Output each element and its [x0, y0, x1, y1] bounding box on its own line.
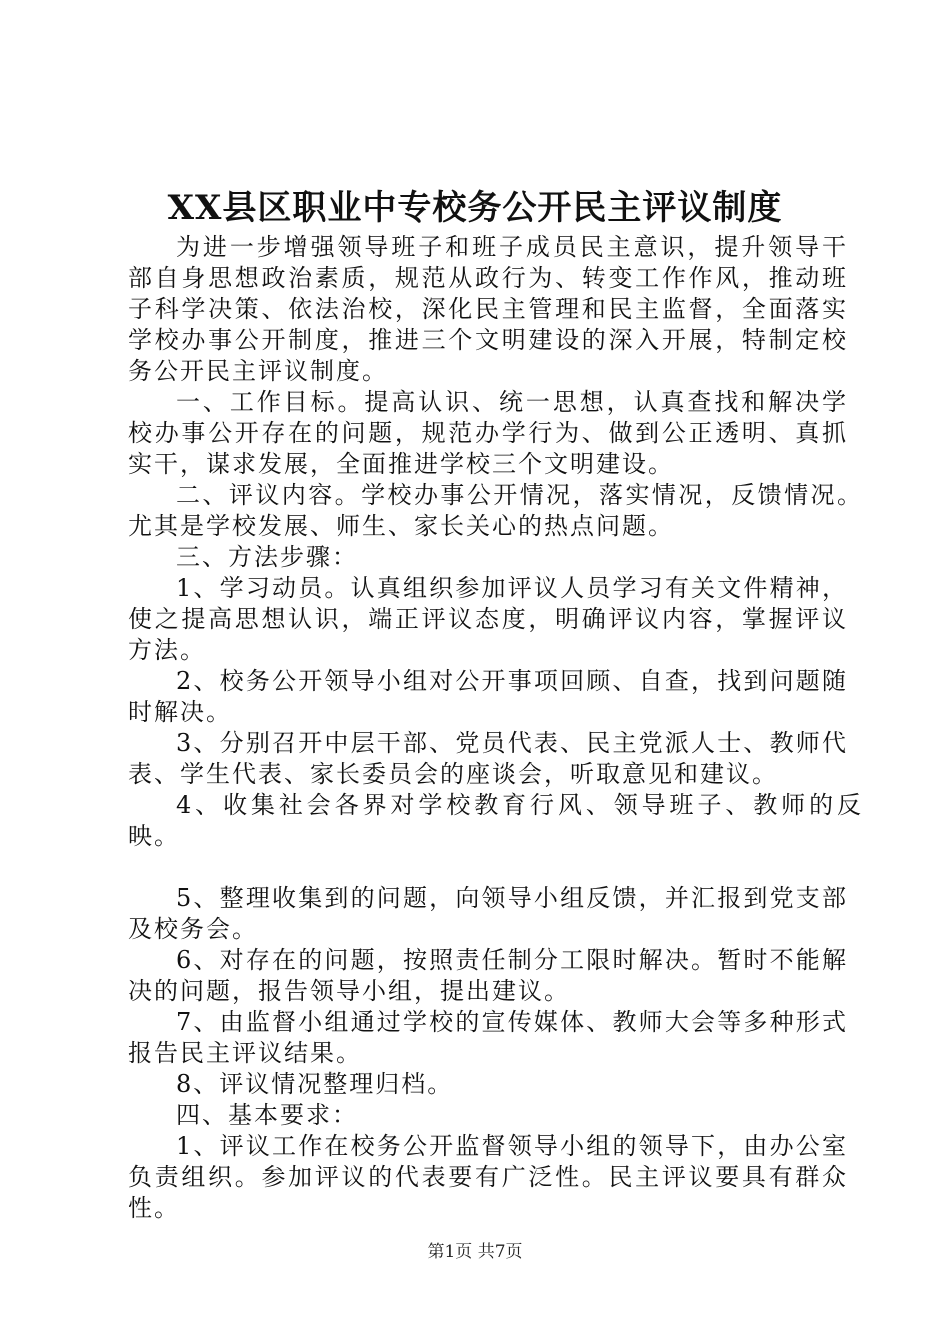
paragraph-step-1: 1、学习动员。认真组织参加评议人员学习有关文件精神，使之提高思想认识，端正评议态度，明确评议内容，掌握评议方法。 — [128, 574, 848, 664]
paragraph-step-6: 6、对存在的问题，按照责任制分工限时解决。暂时不能解决的问题，报告领导小组，提出建议。 — [128, 946, 848, 1005]
paragraph-review-content: 二、评议内容。学校办事公开情况，落实情况，反馈情况。尤其是学校发展、师生、家长关心的热点问题。 — [128, 481, 863, 540]
paragraph-step-8: 8、评议情况整理归档。 — [176, 1070, 454, 1098]
paragraph-intro: 为进一步增强领导班子和班子成员民主意识，提升领导干部自身思想政治素质，规范从政行为、转变工作作风，推动班子科学决策、依法治校，深化民主管理和民主监督，全面落实学校办事公开制度，推进三个文明建设的深入开展，特制定校务公开民主评议制度。 — [128, 233, 848, 385]
paragraph-step-2: 2、校务公开领导小组对公开事项回顾、自查，找到问题随时解决。 — [128, 667, 848, 726]
blank-line — [128, 852, 848, 883]
paragraph-work-goal: 一、工作目标。提高认识、统一思想，认真查找和解决学校办事公开存在的问题，规范办学行为、做到公正透明、真抓实干，谋求发展，全面推进学校三个文明建设。 — [128, 388, 848, 478]
paragraph-requirement-1: 1、评议工作在校务公开监督领导小组的领导下，由办公室负责组织。参加评议的代表要有广泛性。民主评议要具有群众性。 — [128, 1132, 848, 1222]
paragraph-requirements-heading: 四、基本要求： — [176, 1101, 358, 1129]
paragraph-step-7: 7、由监督小组通过学校的宣传媒体、教师大会等多种形式报告民主评议结果。 — [128, 1008, 848, 1067]
document-body — [128, 232, 863, 1224]
paragraph-method-heading: 三、方法步骤： — [176, 543, 358, 571]
paragraph-step-4: 4、收集社会各界对学校教育行风、领导班子、教师的反映。 — [128, 791, 863, 850]
document-title: XX县区职业中专校务公开民主评议制度 — [167, 188, 783, 228]
paragraph-step-3: 3、分别召开中层干部、党员代表、民主党派人士、教师代表、学生代表、家长委员会的座谈会，听取意见和建议。 — [128, 729, 848, 788]
paragraph-step-5: 5、整理收集到的问题，向领导小组反馈，并汇报到党支部及校务会。 — [128, 884, 848, 943]
page-number: 第1页 共7页 — [427, 1242, 523, 1262]
